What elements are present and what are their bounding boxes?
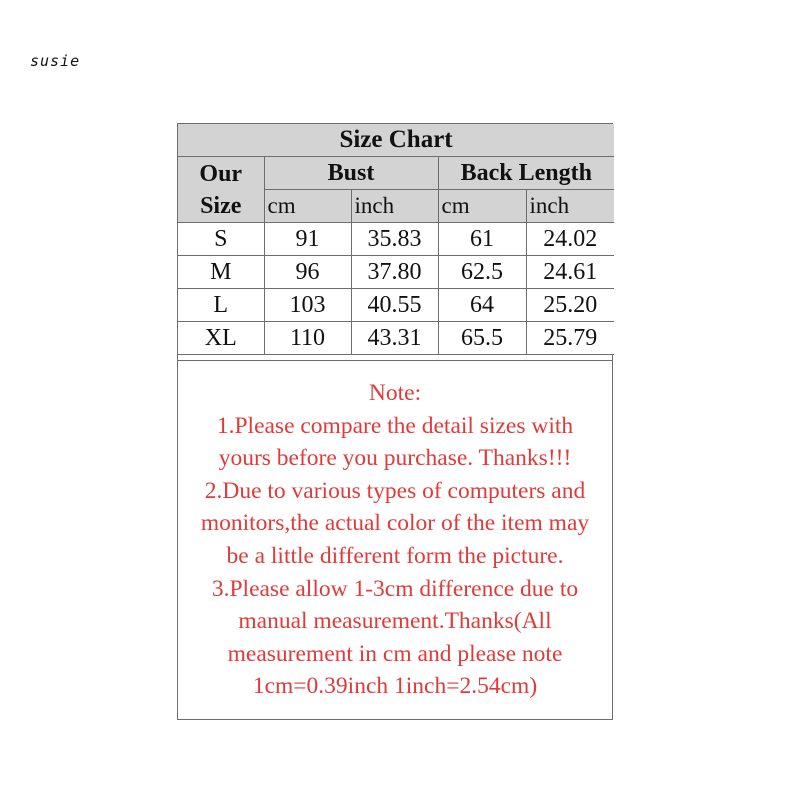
note-section [178, 360, 612, 719]
table-title-row [178, 124, 614, 157]
bust-header: Bust [264, 157, 438, 190]
back-cm-cell: 62.5 [438, 256, 526, 289]
note-line: monitors,the actual color of the item may [200, 510, 590, 537]
note-line: 3.Please allow 1-3cm difference due to [211, 575, 579, 602]
table-row [178, 322, 614, 355]
note-line: 1.Please compare the detail sizes with [216, 412, 574, 439]
unit-bust-cm: cm [264, 190, 351, 223]
size-chart [177, 123, 613, 720]
size-cell: XL [178, 322, 264, 355]
back-length-header: Back Length [438, 157, 614, 190]
our-size-label-line2: Size [200, 192, 242, 219]
table-row [178, 256, 614, 289]
table-title: Size Chart [178, 124, 614, 157]
bust-cm-cell: 96 [264, 256, 351, 289]
bust-cm-cell: 110 [264, 322, 351, 355]
size-cell: S [178, 223, 264, 256]
bust-inch-cell: 37.80 [351, 256, 438, 289]
back-cm-cell: 64 [438, 289, 526, 322]
note-line: measurement in cm and please note [227, 640, 563, 667]
unit-back-cm: cm [438, 190, 526, 223]
bust-inch-cell: 43.31 [351, 322, 438, 355]
bust-cm-cell: 103 [264, 289, 351, 322]
size-table [178, 124, 614, 355]
our-size-label-line1: Our [199, 160, 243, 187]
bust-inch-cell: 40.55 [351, 289, 438, 322]
back-inch-cell: 24.61 [526, 256, 614, 289]
bust-inch-cell: 35.83 [351, 223, 438, 256]
note-line: 1cm=0.39inch 1inch=2.54cm) [252, 673, 538, 700]
size-cell: M [178, 256, 264, 289]
table-row [178, 289, 614, 322]
size-cell: L [178, 289, 264, 322]
unit-back-inch: inch [526, 190, 614, 223]
note-line: manual measurement.Thanks(All [238, 608, 552, 635]
our-size-header [178, 157, 264, 223]
back-inch-cell: 25.79 [526, 322, 614, 355]
note-line: yours before you purchase. Thanks!!! [218, 445, 572, 472]
note-heading: Note: [368, 380, 422, 406]
watermark-text: susie [30, 52, 81, 70]
unit-bust-inch: inch [351, 190, 438, 223]
note-line: 2.Due to various types of computers and [204, 477, 586, 504]
back-inch-cell: 24.02 [526, 223, 614, 256]
back-cm-cell: 61 [438, 223, 526, 256]
back-inch-cell: 25.20 [526, 289, 614, 322]
back-cm-cell: 65.5 [438, 322, 526, 355]
table-row [178, 223, 614, 256]
note-line: be a little different form the picture. [226, 542, 564, 569]
table-header-row [178, 157, 614, 190]
bust-cm-cell: 91 [264, 223, 351, 256]
